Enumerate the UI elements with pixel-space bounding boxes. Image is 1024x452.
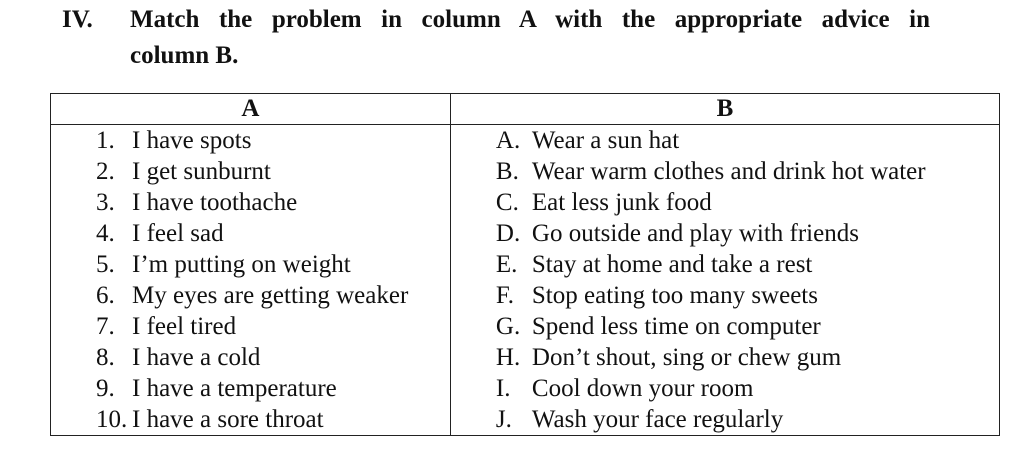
problem-item	[51, 218, 450, 249]
problem-item-text: I have a temperature	[132, 375, 337, 402]
instruction-line-2: column B.	[130, 42, 239, 69]
instruction-text	[130, 2, 930, 74]
advice-item-text: Eat less junk food	[531, 189, 712, 216]
advice-item-marker: F.	[495, 282, 515, 309]
advice-item-marker: D.	[495, 220, 521, 247]
problem-item-text: I’m putting on weight	[132, 251, 351, 278]
column-b-header: B	[450, 94, 999, 125]
advice-item	[451, 280, 999, 311]
problem-item-marker: 10.	[96, 406, 128, 433]
problem-item-text: I have toothache	[132, 189, 298, 216]
advice-item-text: Wear warm clothes and drink hot water	[531, 158, 926, 185]
problem-item-text: I have spots	[132, 127, 252, 154]
problem-item-text: I have a sore throat	[132, 406, 324, 433]
advice-item-marker: I.	[495, 375, 511, 402]
advice-item	[451, 249, 999, 280]
problem-item-marker: 8.	[96, 344, 115, 371]
column-b-cell	[450, 125, 999, 436]
problem-item-marker: 4.	[96, 220, 115, 247]
problem-item-marker: 2.	[96, 158, 115, 185]
advice-item-marker: J.	[495, 406, 512, 433]
advice-item-marker: G.	[495, 313, 521, 340]
problem-item-marker: 9.	[96, 375, 115, 402]
advice-item-text: Cool down your room	[531, 375, 754, 402]
column-a-header: A	[51, 94, 451, 125]
problem-item-marker: 7.	[96, 313, 115, 340]
table-body-row	[51, 125, 1000, 436]
column-a-cell	[51, 125, 451, 436]
advice-item	[451, 373, 999, 404]
advice-item	[451, 187, 999, 218]
problem-item-marker: 3.	[96, 189, 115, 216]
advice-item-marker: C.	[495, 189, 519, 216]
problem-item-text: I have a cold	[132, 344, 261, 371]
advice-item-text: Wash your face regularly	[531, 406, 784, 433]
advice-item-text: Go outside and play with friends	[531, 220, 859, 247]
instruction-line-1: Match the problem in column A with the appropriate advice in	[130, 6, 930, 33]
advice-item	[451, 156, 999, 187]
section-number: IV.	[62, 6, 93, 33]
advice-item	[451, 311, 999, 342]
problem-item	[51, 187, 450, 218]
advice-item	[451, 218, 999, 249]
advice-item-marker: A.	[495, 127, 521, 154]
problem-item	[51, 249, 450, 280]
advice-item-marker: H.	[495, 344, 521, 371]
table-header-row	[51, 94, 1000, 125]
problem-item	[51, 156, 450, 187]
advice-item-text: Stop eating too many sweets	[531, 282, 818, 309]
advice-item	[451, 404, 999, 435]
problem-item	[51, 311, 450, 342]
advice-item-text: Spend less time on computer	[531, 313, 821, 340]
problem-item-marker: 6.	[96, 282, 115, 309]
problem-item	[51, 373, 450, 404]
matching-table	[50, 93, 1000, 436]
advice-item-marker: B.	[495, 158, 519, 185]
problem-item-text: I feel tired	[132, 313, 237, 340]
advice-item-text: Stay at home and take a rest	[531, 251, 813, 278]
problem-list	[51, 125, 450, 435]
problem-item	[51, 280, 450, 311]
problem-item-text: I feel sad	[132, 220, 224, 247]
advice-list	[451, 125, 999, 435]
problem-item-text: I get sunburnt	[132, 158, 271, 185]
advice-item	[451, 125, 999, 156]
advice-item	[451, 342, 999, 373]
problem-item-marker: 1.	[96, 127, 115, 154]
advice-item-marker: E.	[495, 251, 518, 278]
problem-item	[51, 342, 450, 373]
advice-item-text: Don’t shout, sing or chew gum	[531, 344, 842, 371]
advice-item-text: Wear a sun hat	[531, 127, 680, 154]
problem-item	[51, 125, 450, 156]
problem-item-text: My eyes are getting weaker	[132, 282, 409, 309]
problem-item-marker: 5.	[96, 251, 115, 278]
problem-item	[51, 404, 450, 435]
